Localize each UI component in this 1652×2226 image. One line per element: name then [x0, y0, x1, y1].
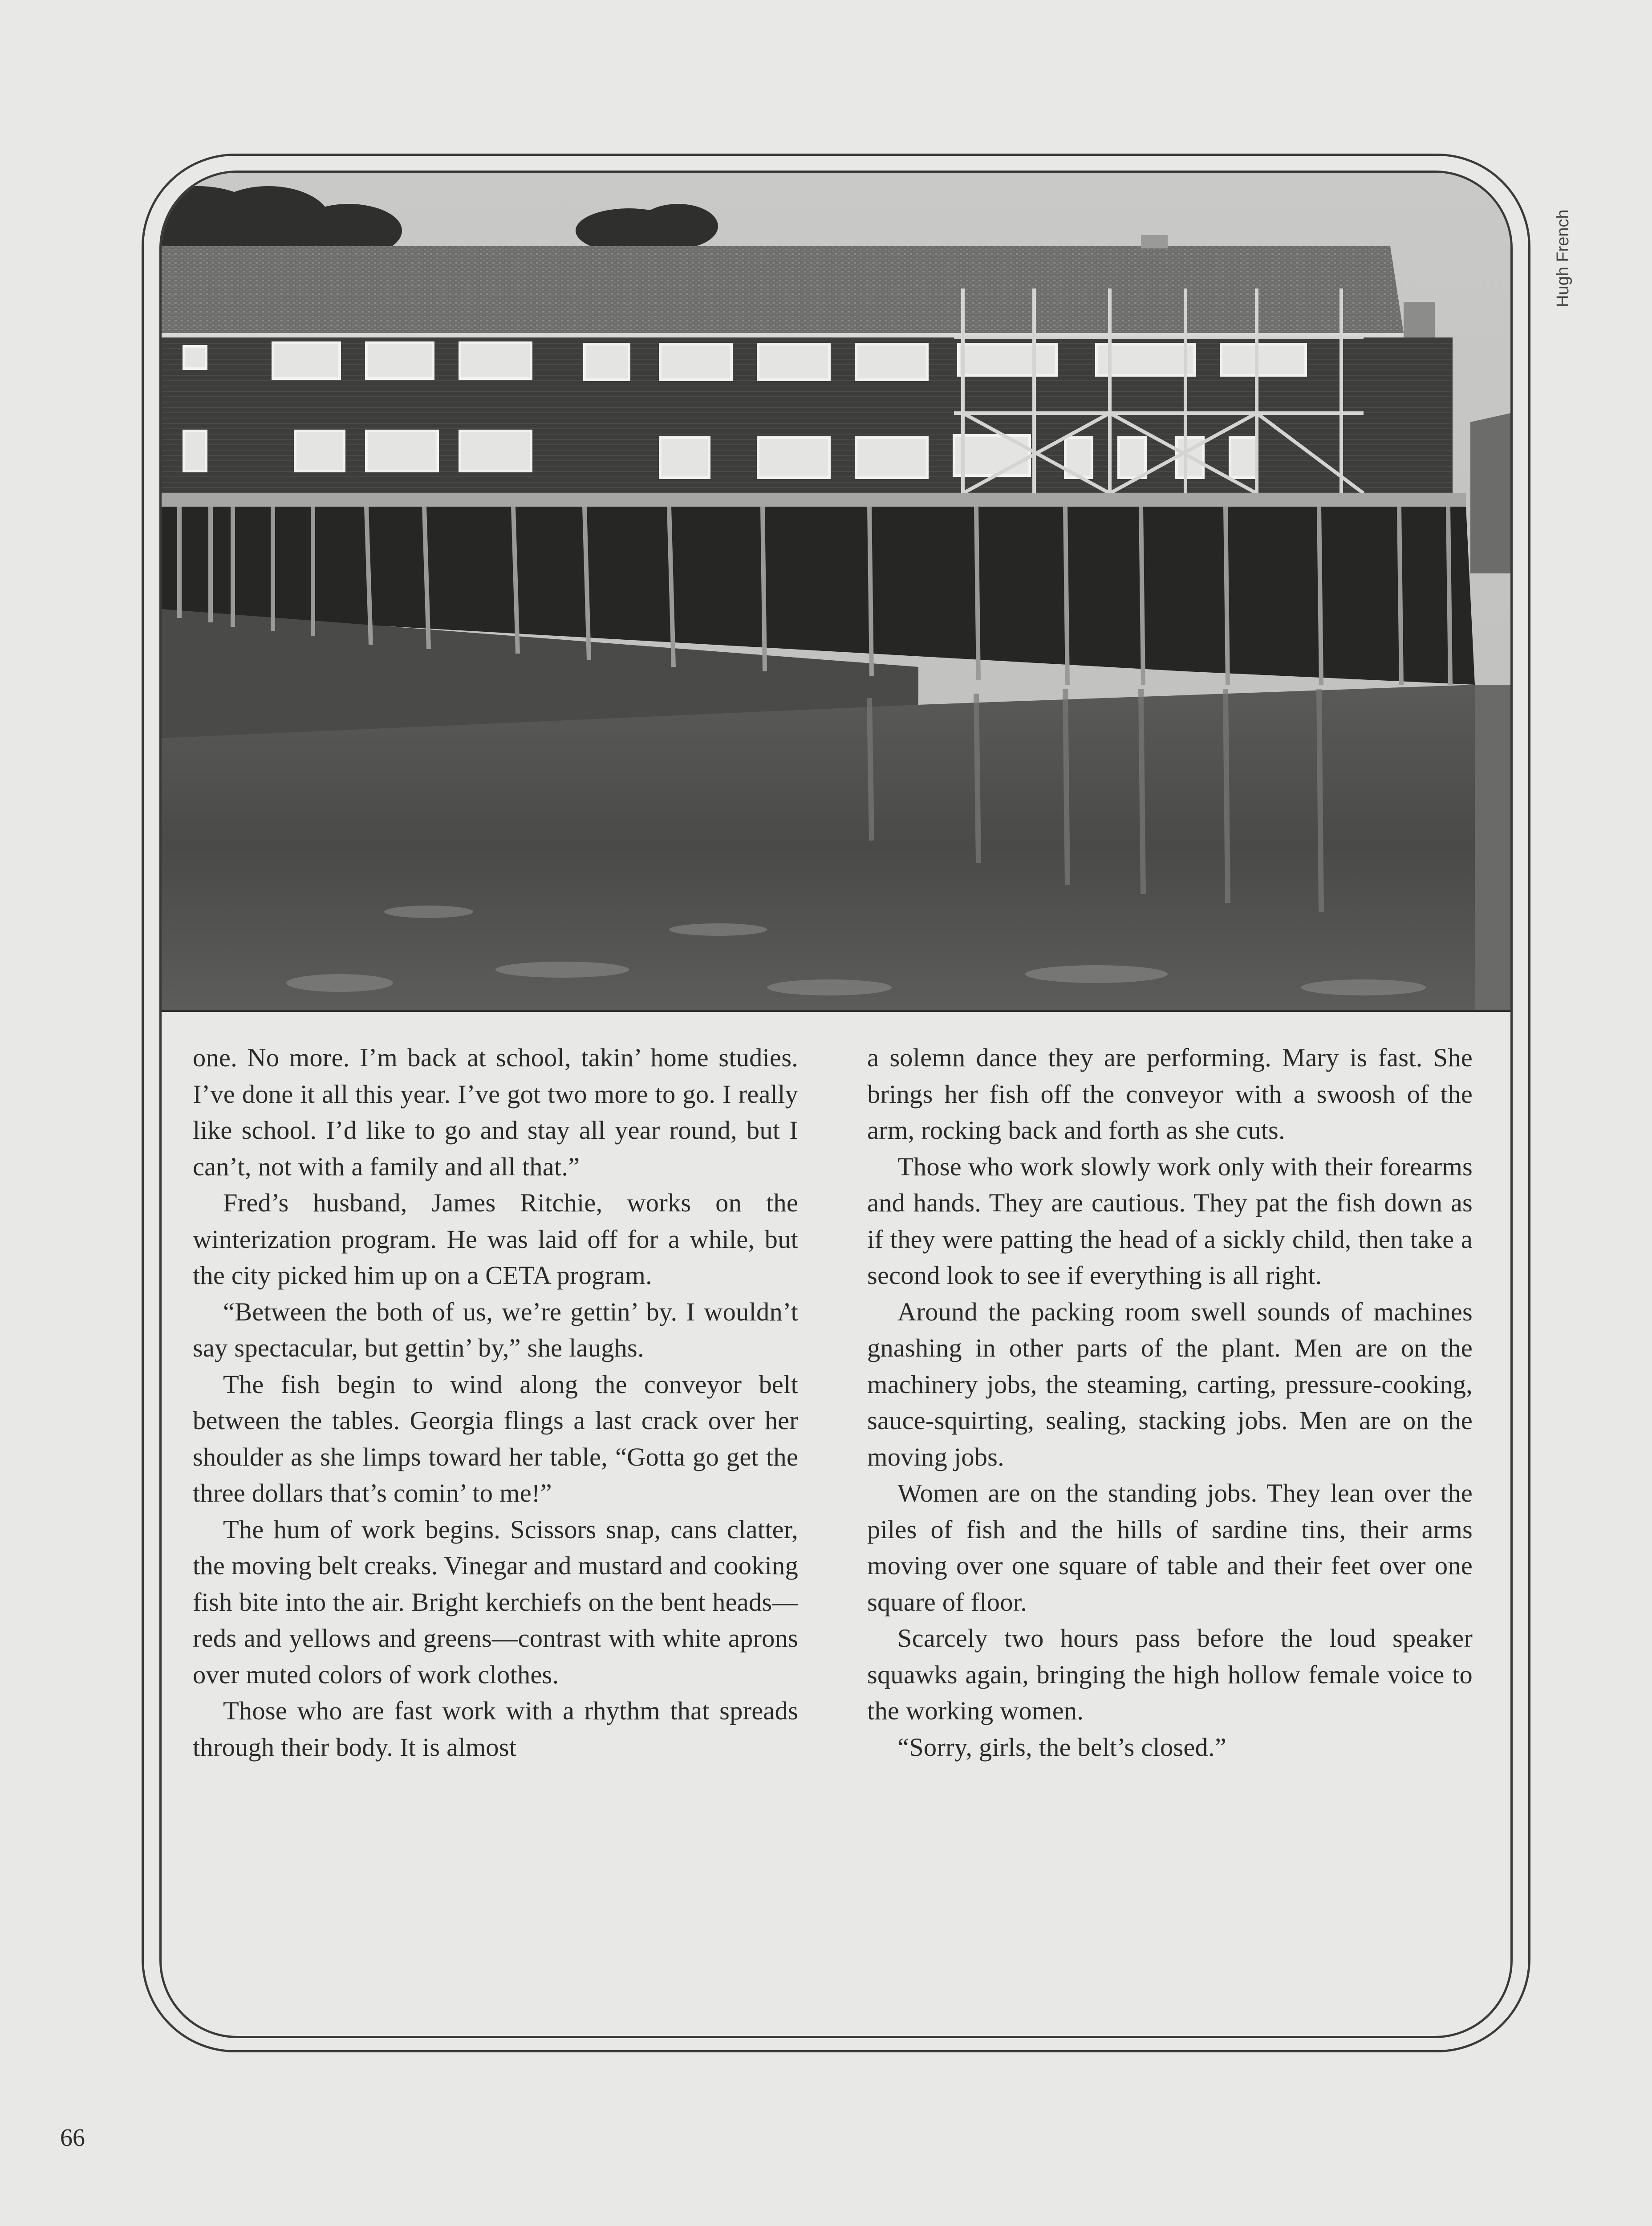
paragraph: Women are on the standing jobs. They lean over the piles of fish and the hills of sardine tins, their arms moving over one square of table and their feet over one square of floor.	[867, 1479, 1473, 1617]
paragraph: Around the packing room swell sounds of machines gnashing in other parts of the plant. Men are on the machinery jobs, the steaming, carting, pressure-cooking, sauce-squirting, sealing, stacking jobs. Men are on the moving jobs.	[867, 1297, 1473, 1471]
water	[162, 685, 1510, 1010]
cannery-photograph	[162, 173, 1510, 1012]
far-shore	[1470, 413, 1510, 573]
pier-deck	[162, 493, 1466, 507]
paragraph: Those who are fast work with a rhythm that spreads through their body. It is almost	[193, 1696, 798, 1762]
paragraph: Fred’s husband, James Ritchie, works on the winterization program. He was laid off for a while, but the city picked him up on a CETA program.	[193, 1188, 798, 1290]
paragraph: The fish begin to wind along the conveyor belt between the tables. Georgia flings a last crack over her shoulder as she limps toward her table, “Gotta go get the three dollars that’s comin’ to me!”	[193, 1369, 798, 1507]
roof	[162, 246, 1404, 337]
paragraph: The hum of work begins. Scissors snap, cans clatter, the moving belt creaks. Vinegar and mustard and cooking fish bite into the air. Bright kerchiefs on the bent heads—reds and yellows and greens—contrast with white aprons over muted colors of work clothes.	[193, 1515, 798, 1689]
paragraph: “Sorry, girls, the belt’s closed.”	[897, 1732, 1226, 1762]
photo-illustration	[162, 173, 1510, 1010]
paragraph: Those who work slowly work only with their forearms and hands. They are cautious. They pat the fish down as if they were patting the head of a sickly child, then take a second look to see if everything is all right.	[867, 1152, 1473, 1290]
paragraph: one. No more. I’m back at school, takin’ home studies. I’ve done it all this year. I’ve got two more to go. I really like school. I’d like to go and stay all year round, but I can’t, not with a family and all that.”	[193, 1043, 798, 1181]
paragraph: “Between the both of us, we’re gettin’ by. I wouldn’t say spectacular, but gettin’ by,” she laughs.	[193, 1297, 798, 1362]
text-column-right	[867, 1040, 1473, 1765]
photo-credit: Hugh French	[1554, 209, 1572, 307]
paragraph: Scarcely two hours pass before the loud speaker squawks again, bringing the high hollow female voice to the working women.	[867, 1624, 1473, 1725]
text-column-left	[193, 1040, 798, 1765]
paragraph: a solemn dance they are performing. Mary is fast. She brings her fish off the conveyor with a swoosh of the arm, rocking back and forth as she cuts.	[867, 1043, 1473, 1145]
page-number: 66	[60, 2124, 85, 2152]
